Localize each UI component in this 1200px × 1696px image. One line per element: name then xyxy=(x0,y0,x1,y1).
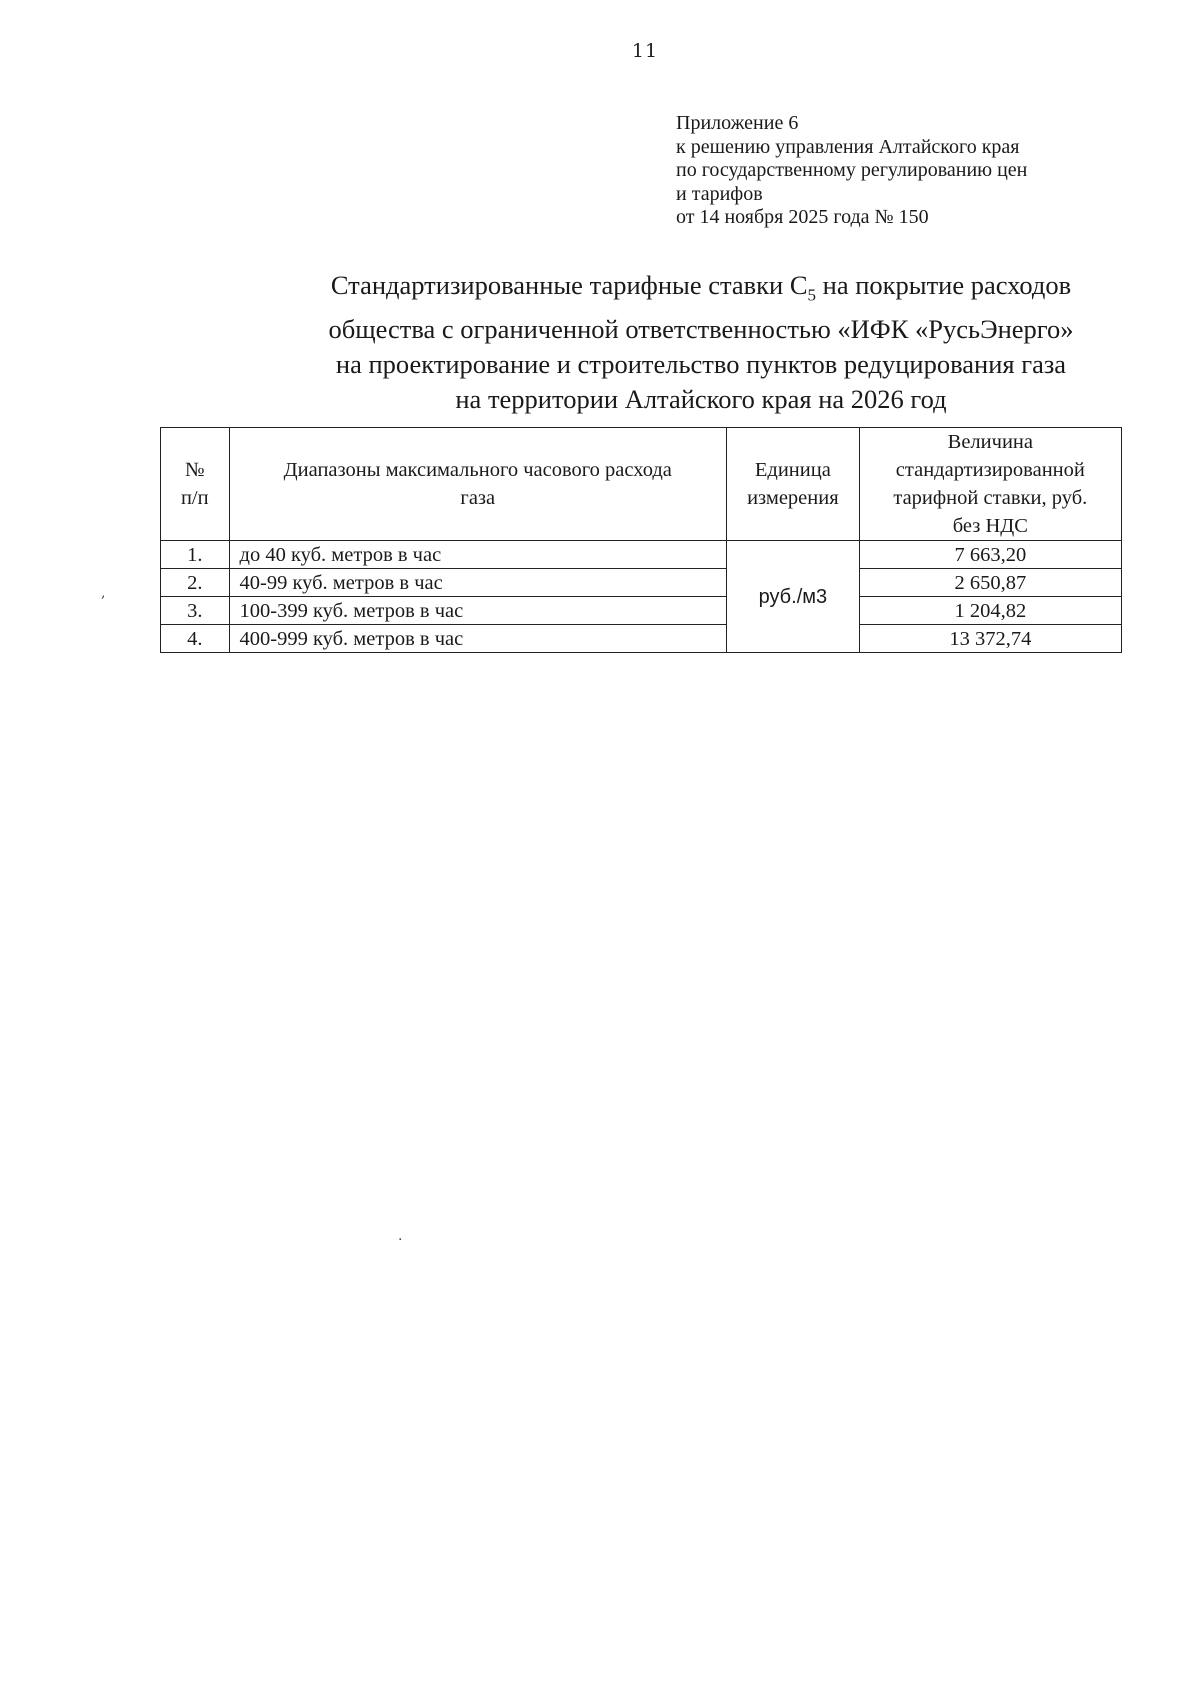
header-text: Единица xyxy=(754,459,831,481)
table-row xyxy=(161,625,1122,653)
row-range: 40-99 куб. метров в час xyxy=(229,569,727,597)
title-subscript: 5 xyxy=(807,285,817,305)
appendix-line: по государственному регулированию цен xyxy=(676,159,1028,181)
header-unit xyxy=(727,428,860,541)
header-text: газа xyxy=(460,487,496,509)
header-text: п/п xyxy=(180,487,209,509)
scan-speck: , xyxy=(101,585,106,601)
appendix-line: Приложение 6 xyxy=(676,112,799,134)
row-value: 7 663,20 xyxy=(859,541,1121,569)
title-line-2: общества с ограниченной ответственностью «ИФК «РусьЭнерго» xyxy=(328,314,1074,345)
scan-speck: . xyxy=(398,1228,403,1244)
title-line-1 xyxy=(160,268,1200,312)
table-row xyxy=(161,541,1122,569)
row-number: 1. xyxy=(161,541,230,569)
header-text: без НДС xyxy=(952,515,1028,537)
row-unit: руб./м3 xyxy=(727,541,860,653)
row-value: 2 650,87 xyxy=(859,569,1121,597)
header-text: Величина xyxy=(947,431,1033,453)
row-range: 100-399 куб. метров в час xyxy=(229,597,727,625)
tariff-table xyxy=(160,427,1122,653)
row-range: до 40 куб. метров в час xyxy=(229,541,727,569)
row-number: 3. xyxy=(161,597,230,625)
page-number: 11 xyxy=(631,40,659,62)
header-text: стандартизированной xyxy=(895,459,1085,481)
document-title xyxy=(160,268,1200,417)
header-text: тарифной ставки, руб. xyxy=(893,487,1088,509)
appendix-block xyxy=(676,112,1027,230)
appendix-line: к решению управления Алтайского края xyxy=(676,135,1020,158)
title-line-4: на территории Алтайского края на 2026 год xyxy=(455,384,947,415)
header-text: Диапазоны максимального часового расхода xyxy=(283,459,672,481)
row-number: 2. xyxy=(161,569,230,597)
table-row xyxy=(161,597,1122,625)
header-text: № xyxy=(184,459,205,481)
header-value xyxy=(859,428,1121,541)
appendix-line: от 14 ноября 2025 года № 150 xyxy=(676,206,929,228)
title-text: Стандартизированные тарифные ставки С xyxy=(330,270,808,300)
title-line-3: на проектирование и строительство пунктов редуцирования газа xyxy=(335,349,1067,380)
appendix-line: и тарифов xyxy=(676,182,763,205)
title-text: на покрытие расходов xyxy=(816,270,1072,300)
row-number: 4. xyxy=(161,625,230,653)
row-range: 400-999 куб. метров в час xyxy=(229,625,727,653)
header-range xyxy=(229,428,727,541)
table-row xyxy=(161,569,1122,597)
row-value: 1 204,82 xyxy=(859,597,1121,625)
table-header-row xyxy=(161,428,1122,541)
row-value: 13 372,74 xyxy=(859,625,1121,653)
header-text: измерения xyxy=(747,487,839,509)
header-num xyxy=(161,428,230,541)
